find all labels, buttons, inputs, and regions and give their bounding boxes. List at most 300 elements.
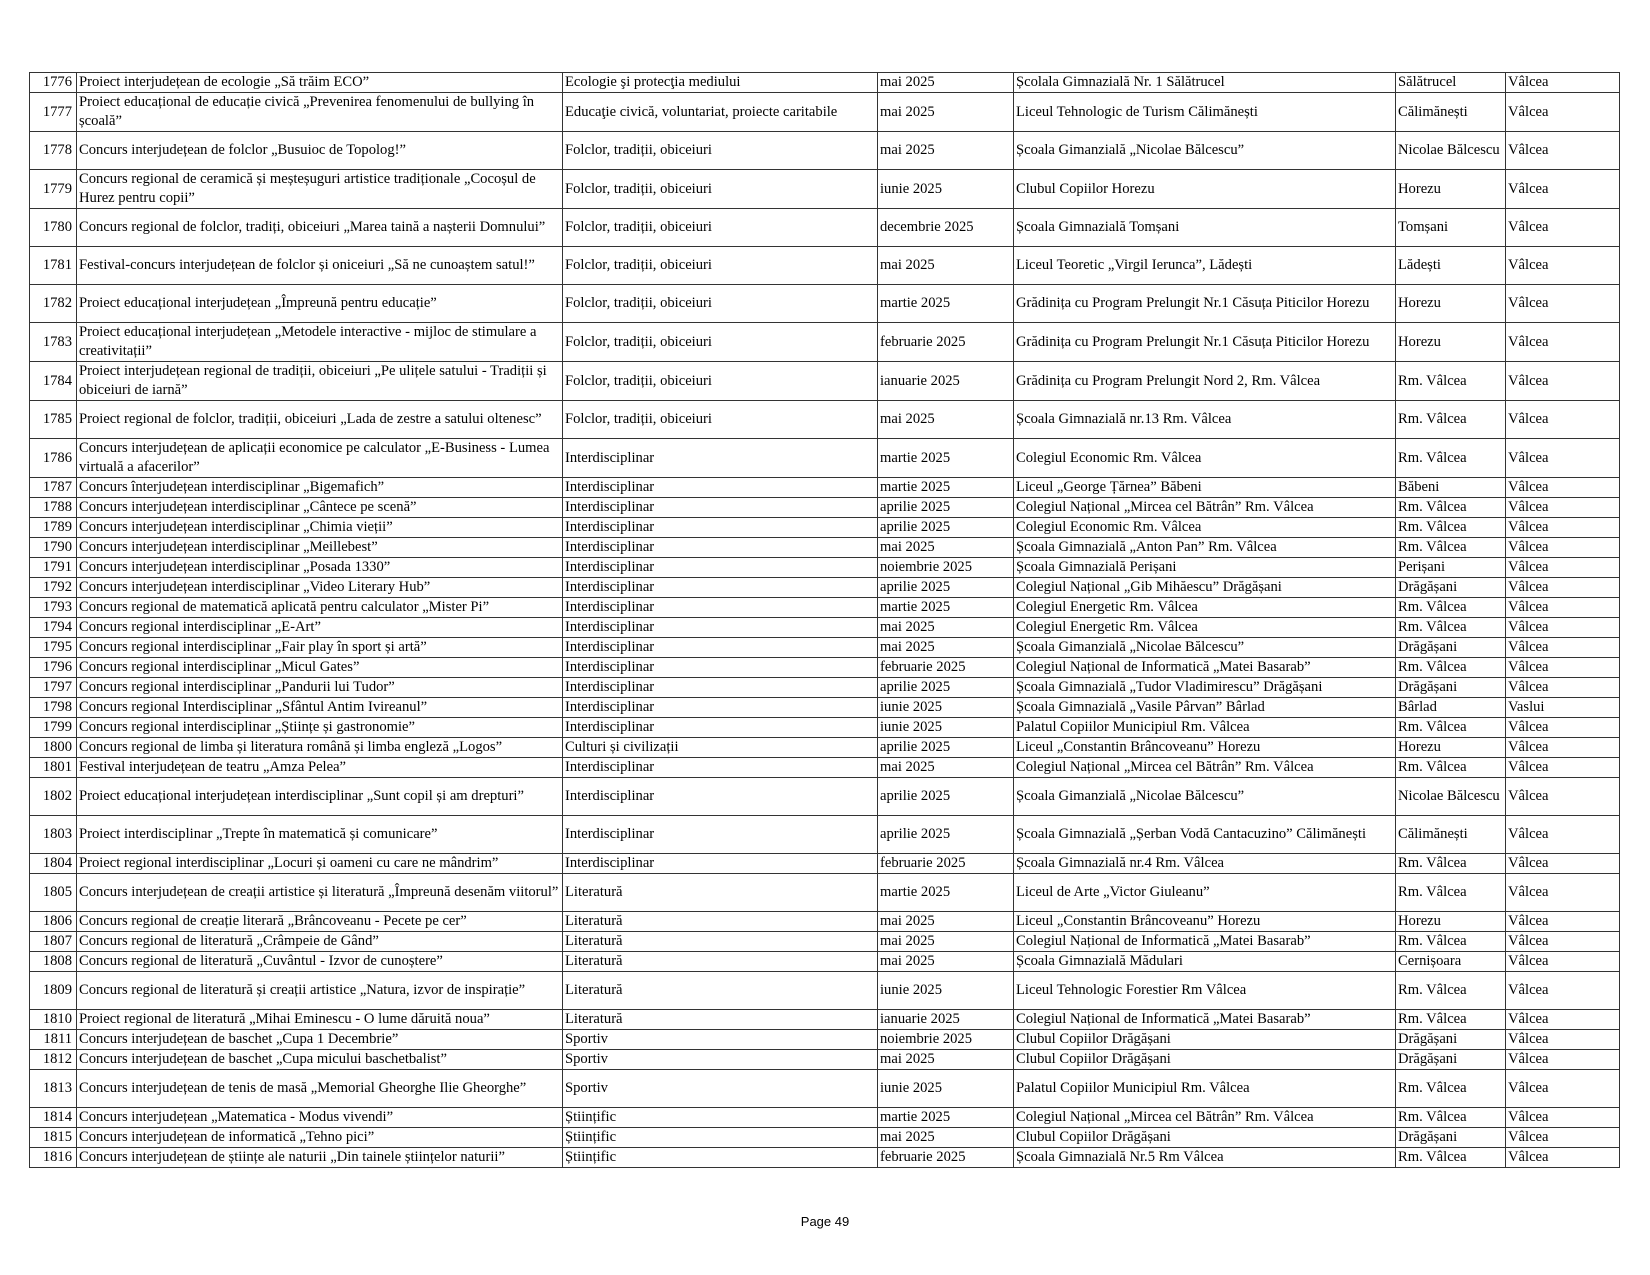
table-row [30,778,1620,816]
cell-county: Vâlcea [1506,362,1620,401]
cell-row-number: 1786 [30,439,77,478]
table-row [30,362,1620,401]
cell-period: martie 2025 [878,1108,1014,1128]
table-row [30,638,1620,658]
table-row [30,132,1620,170]
cell-domain-category: Interdisciplinar [563,439,878,478]
table-row [30,658,1620,678]
cell-organizer-institution: Colegiul Național „Gib Mihăescu” Drăgășani [1014,578,1396,598]
cell-organizer-institution: Liceul „George Țărnea” Băbeni [1014,478,1396,498]
cell-domain-category: Folclor, tradiții, obiceiuri [563,362,878,401]
cell-domain-category: Interdisciplinar [563,816,878,854]
cell-period: martie 2025 [878,285,1014,323]
cell-period: ianuarie 2025 [878,1010,1014,1030]
cell-county: Vâlcea [1506,816,1620,854]
cell-organizer-institution: Școala Gimnazială nr.4 Rm. Vâlcea [1014,854,1396,874]
table-row [30,1010,1620,1030]
table-row [30,478,1620,498]
cell-row-number: 1811 [30,1030,77,1050]
table-row [30,972,1620,1010]
cell-locality: Horezu [1396,738,1506,758]
cell-county: Vâlcea [1506,578,1620,598]
cell-period: februarie 2025 [878,323,1014,362]
cell-row-number: 1810 [30,1010,77,1030]
cell-county: Vâlcea [1506,132,1620,170]
table-row [30,758,1620,778]
cell-row-number: 1794 [30,618,77,638]
cell-period: februarie 2025 [878,854,1014,874]
cell-row-number: 1803 [30,816,77,854]
cell-county: Vâlcea [1506,93,1620,132]
cell-county: Vâlcea [1506,439,1620,478]
cell-locality: Rm. Vâlcea [1396,498,1506,518]
cell-county: Vâlcea [1506,1030,1620,1050]
cell-row-number: 1808 [30,952,77,972]
cell-locality: Drăgășani [1396,1050,1506,1070]
table-row [30,209,1620,247]
cell-domain-category: Folclor, tradiții, obiceiuri [563,132,878,170]
cell-row-number: 1797 [30,678,77,698]
cell-period: aprilie 2025 [878,816,1014,854]
table-row [30,1070,1620,1108]
cell-domain-category: Sportiv [563,1030,878,1050]
cell-row-number: 1792 [30,578,77,598]
cell-organizer-institution: Colegiul Național „Mircea cel Bătrân” Rm. Vâlcea [1014,498,1396,518]
table-row [30,738,1620,758]
cell-activity-title: Concurs interjudețean de folclor „Busuioc de Topolog!” [77,132,563,170]
cell-row-number: 1785 [30,401,77,439]
cell-period: mai 2025 [878,758,1014,778]
cell-locality: Horezu [1396,170,1506,209]
table-row [30,816,1620,854]
cell-period: aprilie 2025 [878,778,1014,816]
cell-county: Vâlcea [1506,658,1620,678]
table-row [30,598,1620,618]
cell-period: mai 2025 [878,401,1014,439]
cell-domain-category: Culturi și civilizații [563,738,878,758]
cell-period: mai 2025 [878,952,1014,972]
cell-locality: Drăgășani [1396,578,1506,598]
cell-county: Vâlcea [1506,618,1620,638]
cell-domain-category: Interdisciplinar [563,518,878,538]
cell-row-number: 1795 [30,638,77,658]
cell-row-number: 1781 [30,247,77,285]
cell-locality: Horezu [1396,912,1506,932]
cell-domain-category: Ecologie şi protecţia mediului [563,73,878,93]
cell-locality: Nicolae Bălcescu [1396,778,1506,816]
cell-locality: Rm. Vâlcea [1396,932,1506,952]
cell-activity-title: Proiect educațional interjudețean „Metodele interactive - mijloc de stimulare a creativitații” [77,323,563,362]
cell-row-number: 1809 [30,972,77,1010]
cell-domain-category: Literatură [563,912,878,932]
cell-organizer-institution: Grădinița cu Program Prelungit Nr.1 Căsuța Piticilor Horezu [1014,323,1396,362]
cell-domain-category: Interdisciplinar [563,598,878,618]
cell-county: Vâlcea [1506,758,1620,778]
cell-locality: Rm. Vâlcea [1396,518,1506,538]
table-row [30,1128,1620,1148]
cell-activity-title: Concurs regional de limba și literatura română și limba engleză „Logos” [77,738,563,758]
cell-county: Vâlcea [1506,1128,1620,1148]
cell-period: iunie 2025 [878,1070,1014,1108]
cell-period: mai 2025 [878,912,1014,932]
cell-activity-title: Concurs regional interdisciplinar „Fair play în sport și artă” [77,638,563,658]
cell-row-number: 1791 [30,558,77,578]
cell-domain-category: Interdisciplinar [563,778,878,816]
cell-period: martie 2025 [878,439,1014,478]
cell-organizer-institution: Palatul Copiilor Municipiul Rm. Vâlcea [1014,1070,1396,1108]
cell-organizer-institution: Colegiul Economic Rm. Vâlcea [1014,518,1396,538]
cell-locality: Cernișoara [1396,952,1506,972]
cell-period: iunie 2025 [878,698,1014,718]
cell-activity-title: Concurs interjudețean de baschet „Cupa 1 Decembrie” [77,1030,563,1050]
cell-domain-category: Folclor, tradiții, obiceiuri [563,285,878,323]
cell-organizer-institution: Clubul Copiilor Drăgășani [1014,1128,1396,1148]
table-row [30,498,1620,518]
table-row [30,578,1620,598]
table-row [30,932,1620,952]
table-row [30,170,1620,209]
cell-locality: Perișani [1396,558,1506,578]
cell-domain-category: Interdisciplinar [563,558,878,578]
cell-domain-category: Științific [563,1108,878,1128]
cell-county: Vâlcea [1506,1010,1620,1030]
cell-county: Vâlcea [1506,478,1620,498]
table-row [30,874,1620,912]
cell-county: Vâlcea [1506,1108,1620,1128]
cell-period: aprilie 2025 [878,578,1014,598]
cell-organizer-institution: Școlala Gimnazială Nr. 1 Sălătrucel [1014,73,1396,93]
cell-period: decembrie 2025 [878,209,1014,247]
cell-county: Vâlcea [1506,209,1620,247]
cell-locality: Rm. Vâlcea [1396,1108,1506,1128]
cell-activity-title: Proiect interdisciplinar „Trepte în matematică și comunicare” [77,816,563,854]
cell-organizer-institution: Colegiul Național de Informatică „Matei Basarab” [1014,1010,1396,1030]
cell-locality: Bârlad [1396,698,1506,718]
cell-activity-title: Concurs interjudețean de tenis de masă „Memorial Gheorghe Ilie Gheorghe” [77,1070,563,1108]
cell-row-number: 1816 [30,1148,77,1168]
cell-period: mai 2025 [878,247,1014,285]
cell-activity-title: Concurs interjudețean interdisciplinar „Meillebest” [77,538,563,558]
cell-organizer-institution: Școala Gimnazială „Anton Pan” Rm. Vâlcea [1014,538,1396,558]
cell-organizer-institution: Liceul Teoretic „Virgil Ierunca”, Lădești [1014,247,1396,285]
table-row [30,912,1620,932]
cell-row-number: 1806 [30,912,77,932]
cell-locality: Rm. Vâlcea [1396,598,1506,618]
cell-organizer-institution: Școala Gimnazială „Șerban Vodă Cantacuzino” Călimănești [1014,816,1396,854]
cell-activity-title: Concurs regional interdisciplinar „Științe și gastronomie” [77,718,563,738]
table-row [30,952,1620,972]
cell-county: Vâlcea [1506,952,1620,972]
cell-domain-category: Interdisciplinar [563,658,878,678]
cell-activity-title: Concurs regional de ceramică și meșteșuguri artistice tradiționale „Cocoșul de Hurez pentru copii” [77,170,563,209]
table-row [30,401,1620,439]
table-body [30,73,1620,1168]
cell-activity-title: Proiect regional de literatură „Mihai Eminescu - O lume dăruită noua” [77,1010,563,1030]
cell-organizer-institution: Liceul Tehnologic Forestier Rm Vâlcea [1014,972,1396,1010]
cell-locality: Rm. Vâlcea [1396,618,1506,638]
cell-activity-title: Concurs regional de literatură „Cuvântul - Izvor de cunoștere” [77,952,563,972]
cell-county: Vâlcea [1506,598,1620,618]
table-row [30,1148,1620,1168]
cell-organizer-institution: Colegiul Energetic Rm. Vâlcea [1014,598,1396,618]
cell-activity-title: Concurs regional de creație literară „Brâncoveanu - Pecete pe cer” [77,912,563,932]
cell-row-number: 1784 [30,362,77,401]
page-number: Page 49 [800,1214,850,1229]
cell-organizer-institution: Colegiul Național de Informatică „Matei Basarab” [1014,658,1396,678]
cell-activity-title: Concurs regional de literatură și creații artistice „Natura, izvor de inspirație” [77,972,563,1010]
cell-domain-category: Interdisciplinar [563,678,878,698]
cell-domain-category: Interdisciplinar [563,718,878,738]
cell-locality: Rm. Vâlcea [1396,658,1506,678]
cell-organizer-institution: Palatul Copiilor Municipiul Rm. Vâlcea [1014,718,1396,738]
cell-row-number: 1776 [30,73,77,93]
cell-period: mai 2025 [878,538,1014,558]
table-row [30,518,1620,538]
cell-domain-category: Interdisciplinar [563,478,878,498]
cell-locality: Călimănești [1396,93,1506,132]
table-row [30,247,1620,285]
cell-county: Vâlcea [1506,401,1620,439]
cell-domain-category: Sportiv [563,1070,878,1108]
cell-organizer-institution: Grădinița cu Program Prelungit Nord 2, Rm. Vâlcea [1014,362,1396,401]
cell-county: Vâlcea [1506,247,1620,285]
cell-organizer-institution: Școala Gimnazială Nr.5 Rm Vâlcea [1014,1148,1396,1168]
cell-row-number: 1780 [30,209,77,247]
cell-activity-title: Proiect regional de folclor, tradiții, obiceiuri „Lada de zestre a satului oltenesc” [77,401,563,439]
cell-row-number: 1777 [30,93,77,132]
cell-period: mai 2025 [878,73,1014,93]
cell-locality: Drăgășani [1396,678,1506,698]
cell-domain-category: Literatură [563,932,878,952]
cell-period: iunie 2025 [878,972,1014,1010]
cell-domain-category: Interdisciplinar [563,854,878,874]
table-row [30,1050,1620,1070]
table-row [30,1108,1620,1128]
cell-domain-category: Literatură [563,1010,878,1030]
cell-county: Vâlcea [1506,558,1620,578]
cell-organizer-institution: Clubul Copiilor Drăgășani [1014,1030,1396,1050]
cell-period: mai 2025 [878,93,1014,132]
cell-activity-title: Concurs regional de folclor, tradiți, obiceiuri „Marea taină a nașterii Domnului” [77,209,563,247]
cell-row-number: 1800 [30,738,77,758]
cell-period: noiembrie 2025 [878,1030,1014,1050]
cell-period: februarie 2025 [878,658,1014,678]
cell-period: noiembrie 2025 [878,558,1014,578]
cell-county: Vâlcea [1506,323,1620,362]
cell-activity-title: Concurs regional de matematică aplicată pentru calculator „Mister Pi” [77,598,563,618]
cell-county: Vâlcea [1506,1148,1620,1168]
cell-activity-title: Proiect educațional interjudețean „Împreună pentru educație” [77,285,563,323]
cell-locality: Rm. Vâlcea [1396,439,1506,478]
table-row [30,854,1620,874]
cell-organizer-institution: Școala Gimnazială nr.13 Rm. Vâlcea [1014,401,1396,439]
cell-organizer-institution: Colegiul Național de Informatică „Matei Basarab” [1014,932,1396,952]
cell-period: martie 2025 [878,598,1014,618]
cell-locality: Drăgășani [1396,1128,1506,1148]
cell-county: Vâlcea [1506,170,1620,209]
table-row [30,1030,1620,1050]
cell-row-number: 1782 [30,285,77,323]
table-row [30,285,1620,323]
cell-organizer-institution: Clubul Copiilor Horezu [1014,170,1396,209]
cell-row-number: 1814 [30,1108,77,1128]
activities-table [29,72,1620,1168]
cell-organizer-institution: Școala Gimnazială „Tudor Vladimirescu” Drăgășani [1014,678,1396,698]
cell-activity-title: Proiect educațional de educație civică „Prevenirea fenomenului de bullying în școală” [77,93,563,132]
cell-period: martie 2025 [878,478,1014,498]
cell-domain-category: Interdisciplinar [563,498,878,518]
cell-organizer-institution: Școala Gimnazială Mădulari [1014,952,1396,972]
cell-organizer-institution: Școala Gimnazială Tomșani [1014,209,1396,247]
cell-county: Vâlcea [1506,538,1620,558]
cell-period: mai 2025 [878,1128,1014,1148]
cell-period: mai 2025 [878,932,1014,952]
cell-activity-title: Concurs înterjudețean interdisciplinar „Bigemafich” [77,478,563,498]
cell-activity-title: Proiect interjudețean regional de tradiții, obiceiuri „Pe ulițele satului - Tradiții și obiceiuri de iarnă” [77,362,563,401]
cell-organizer-institution: Liceul de Arte „Victor Giuleanu” [1014,874,1396,912]
cell-activity-title: Proiect interjudețean de ecologie „Să trăim ECO” [77,73,563,93]
cell-organizer-institution: Liceul Tehnologic de Turism Călimănești [1014,93,1396,132]
cell-county: Vâlcea [1506,738,1620,758]
cell-county: Vâlcea [1506,972,1620,1010]
cell-domain-category: Interdisciplinar [563,698,878,718]
cell-county: Vâlcea [1506,73,1620,93]
cell-row-number: 1802 [30,778,77,816]
cell-domain-category: Folclor, tradiții, obiceiuri [563,247,878,285]
cell-row-number: 1779 [30,170,77,209]
cell-locality: Drăgășani [1396,638,1506,658]
cell-locality: Rm. Vâlcea [1396,854,1506,874]
cell-county: Vâlcea [1506,854,1620,874]
cell-domain-category: Sportiv [563,1050,878,1070]
cell-county: Vâlcea [1506,874,1620,912]
cell-period: martie 2025 [878,874,1014,912]
cell-period: mai 2025 [878,1050,1014,1070]
cell-row-number: 1805 [30,874,77,912]
cell-domain-category: Folclor, tradiții, obiceiuri [563,209,878,247]
cell-county: Vâlcea [1506,638,1620,658]
cell-period: aprilie 2025 [878,738,1014,758]
cell-domain-category: Folclor, tradiții, obiceiuri [563,170,878,209]
cell-locality: Tomșani [1396,209,1506,247]
cell-locality: Rm. Vâlcea [1396,972,1506,1010]
cell-period: aprilie 2025 [878,518,1014,538]
table-row [30,73,1620,93]
cell-organizer-institution: Colegiul Național „Mircea cel Bătrân” Rm. Vâlcea [1014,1108,1396,1128]
cell-activity-title: Festival-concurs interjudețean de folclor și oniceiuri „Să ne cunoaștem satul!” [77,247,563,285]
cell-organizer-institution: Clubul Copiilor Drăgășani [1014,1050,1396,1070]
cell-organizer-institution: Școala Gimanzială „Nicolae Bălcescu” [1014,132,1396,170]
cell-county: Vâlcea [1506,778,1620,816]
cell-county: Vâlcea [1506,932,1620,952]
cell-domain-category: Interdisciplinar [563,618,878,638]
cell-county: Vâlcea [1506,285,1620,323]
cell-county: Vâlcea [1506,498,1620,518]
cell-locality: Rm. Vâlcea [1396,874,1506,912]
cell-row-number: 1783 [30,323,77,362]
cell-row-number: 1812 [30,1050,77,1070]
cell-domain-category: Interdisciplinar [563,758,878,778]
cell-domain-category: Literatură [563,972,878,1010]
cell-activity-title: Concurs interjudețean de creații artistice și literatură „Împreună desenăm viitorul” [77,874,563,912]
cell-domain-category: Științific [563,1128,878,1148]
cell-locality: Horezu [1396,285,1506,323]
cell-locality: Rm. Vâlcea [1396,758,1506,778]
cell-activity-title: Concurs interjudețean interdisciplinar „Video Literary Hub” [77,578,563,598]
cell-row-number: 1801 [30,758,77,778]
cell-organizer-institution: Colegiul Național „Mircea cel Bătrân” Rm. Vâlcea [1014,758,1396,778]
cell-activity-title: Concurs interjudețean de aplicații economice pe calculator „E-Business - Lumea virtuală a afacerilor” [77,439,563,478]
cell-row-number: 1778 [30,132,77,170]
cell-county: Vâlcea [1506,912,1620,932]
cell-county: Vâlcea [1506,678,1620,698]
cell-locality: Rm. Vâlcea [1396,1148,1506,1168]
cell-activity-title: Concurs regional Interdisciplinar „Sfântul Antim Ivireanul” [77,698,563,718]
cell-activity-title: Proiect educațional interjudețean interdisciplinar „Sunt copil și am drepturi” [77,778,563,816]
cell-domain-category: Folclor, tradiții, obiceiuri [563,401,878,439]
cell-locality: Băbeni [1396,478,1506,498]
cell-period: aprilie 2025 [878,498,1014,518]
cell-period: februarie 2025 [878,1148,1014,1168]
cell-period: ianuarie 2025 [878,362,1014,401]
cell-organizer-institution: Liceul „Constantin Brâncoveanu” Horezu [1014,738,1396,758]
table-row [30,718,1620,738]
cell-period: aprilie 2025 [878,678,1014,698]
cell-organizer-institution: Școala Gimanzială „Nicolae Bălcescu” [1014,778,1396,816]
cell-organizer-institution: Colegiul Economic Rm. Vâlcea [1014,439,1396,478]
table-row [30,698,1620,718]
table-row [30,558,1620,578]
cell-organizer-institution: Grădinița cu Program Prelungit Nr.1 Căsuța Piticilor Horezu [1014,285,1396,323]
cell-activity-title: Concurs interjudețean de științe ale naturii „Din tainele științelor naturii” [77,1148,563,1168]
cell-domain-category: Literatură [563,952,878,972]
cell-activity-title: Festival interjudețean de teatru „Amza Pelea” [77,758,563,778]
cell-activity-title: Concurs interjudețean interdisciplinar „Posada 1330” [77,558,563,578]
cell-period: mai 2025 [878,618,1014,638]
cell-locality: Horezu [1396,323,1506,362]
cell-county: Vâlcea [1506,1050,1620,1070]
cell-activity-title: Concurs interjudețean interdisciplinar „Chimia vieții” [77,518,563,538]
table-row [30,618,1620,638]
cell-organizer-institution: Liceul „Constantin Brâncoveanu” Horezu [1014,912,1396,932]
cell-row-number: 1789 [30,518,77,538]
cell-locality: Rm. Vâlcea [1396,1070,1506,1108]
cell-locality: Rm. Vâlcea [1396,362,1506,401]
cell-row-number: 1804 [30,854,77,874]
cell-county: Vâlcea [1506,1070,1620,1108]
cell-organizer-institution: Școala Gimanzială „Nicolae Bălcescu” [1014,638,1396,658]
cell-activity-title: Concurs interjudețean interdisciplinar „Cântece pe scenă” [77,498,563,518]
cell-period: iunie 2025 [878,170,1014,209]
table-row [30,439,1620,478]
table-row [30,323,1620,362]
cell-domain-category: Interdisciplinar [563,538,878,558]
cell-activity-title: Concurs interjudețean „Matematica - Modus vivendi” [77,1108,563,1128]
cell-domain-category: Literatură [563,874,878,912]
cell-row-number: 1815 [30,1128,77,1148]
cell-locality: Rm. Vâlcea [1396,401,1506,439]
cell-row-number: 1790 [30,538,77,558]
cell-row-number: 1793 [30,598,77,618]
cell-organizer-institution: Colegiul Energetic Rm. Vâlcea [1014,618,1396,638]
cell-locality: Rm. Vâlcea [1396,538,1506,558]
cell-county: Vâlcea [1506,718,1620,738]
cell-activity-title: Concurs interjudețean de baschet „Cupa micului baschetbalist” [77,1050,563,1070]
cell-domain-category: Folclor, tradiții, obiceiuri [563,323,878,362]
cell-locality: Drăgășani [1396,1030,1506,1050]
cell-locality: Rm. Vâlcea [1396,718,1506,738]
cell-activity-title: Concurs interjudețean de informatică „Tehno pici” [77,1128,563,1148]
